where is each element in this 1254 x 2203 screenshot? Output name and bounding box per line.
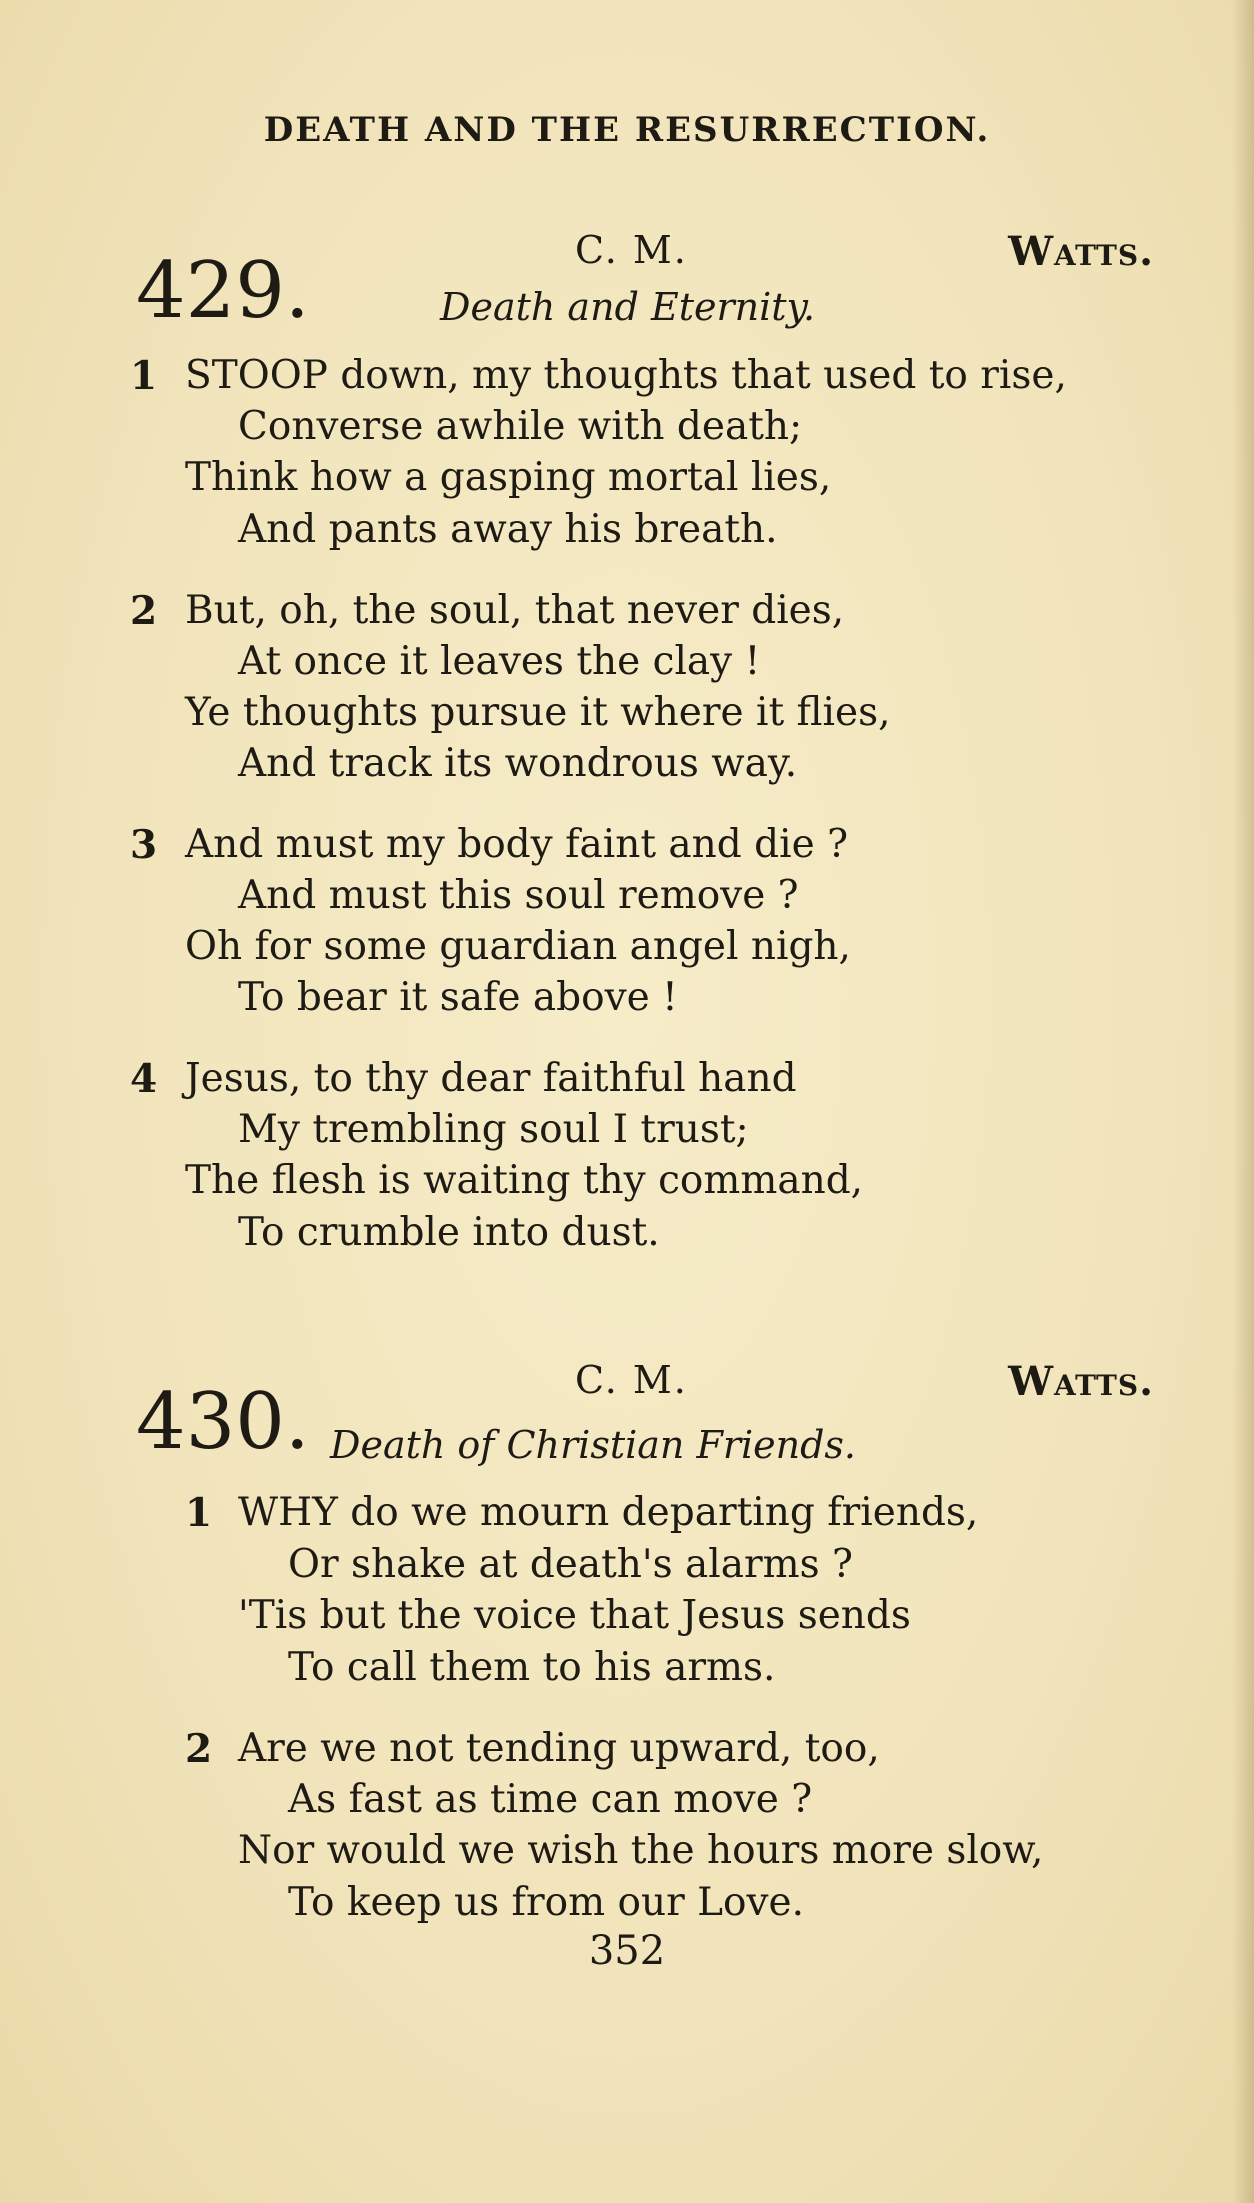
verse-line: And must my body faint and die ? — [185, 822, 848, 867]
hymn-number: 430. — [136, 1377, 310, 1467]
verse-line: My trembling soul I trust; — [238, 1107, 749, 1152]
stanza-number: 1 — [185, 1490, 213, 1536]
verse-line: To crumble into dust. — [238, 1210, 660, 1255]
verse-line: At once it leaves the clay ! — [238, 639, 761, 684]
verse-line: 'Tis but the voice that Jesus sends — [238, 1593, 911, 1638]
hymn-title: Death and Eternity. — [440, 285, 816, 329]
verse-line: And must this soul remove ? — [238, 873, 799, 918]
verse-line: WHY do we mourn departing friends, — [238, 1490, 979, 1535]
verse-line: STOOP down, my thoughts that used to rise, — [185, 353, 1067, 398]
verse-line: As fast as time can move ? — [288, 1777, 813, 1822]
verse-line: Ye thoughts pursue it where it flies, — [185, 690, 891, 735]
verse-line: And track its wondrous way. — [238, 741, 798, 786]
page-edge-shadow — [1232, 0, 1254, 2203]
verse-line: Or shake at death's alarms ? — [288, 1542, 853, 1587]
hymn-meter: C. M. — [575, 228, 688, 272]
verse-line: To bear it safe above ! — [238, 975, 678, 1020]
hymn-title: Death of Christian Friends. — [330, 1423, 857, 1467]
stanza-number: 4 — [130, 1056, 158, 1102]
hymn-number: 429. — [136, 246, 310, 336]
stanza-number: 2 — [185, 1726, 213, 1772]
verse-line: But, oh, the soul, that never dies, — [185, 588, 845, 633]
verse-line: The flesh is waiting thy command, — [185, 1158, 864, 1203]
running-head: DEATH AND THE RESURRECTION. — [263, 110, 991, 150]
verse-line: And pants away his breath. — [238, 507, 778, 552]
verse-line: Jesus, to thy dear faithful hand — [185, 1056, 797, 1101]
verse-line: To call them to his arms. — [288, 1645, 776, 1690]
verse-line: Converse awhile with death; — [238, 404, 803, 449]
hymn-author: Watts. — [1008, 228, 1154, 275]
stanza-number: 3 — [130, 822, 158, 868]
verse-line: To keep us from our Love. — [288, 1880, 805, 1925]
verse-line: Think how a gasping mortal lies, — [185, 455, 832, 500]
verse-line: Nor would we wish the hours more slow, — [238, 1828, 1044, 1873]
page-number: 352 — [588, 1928, 666, 1974]
verse-line: Are we not tending upward, too, — [238, 1726, 880, 1771]
hymn-author: Watts. — [1008, 1358, 1154, 1405]
verse-line: Oh for some guardian angel nigh, — [185, 924, 851, 969]
stanza-number: 2 — [130, 588, 158, 634]
stanza-number: 1 — [130, 353, 158, 399]
hymn-meter: C. M. — [575, 1358, 688, 1402]
